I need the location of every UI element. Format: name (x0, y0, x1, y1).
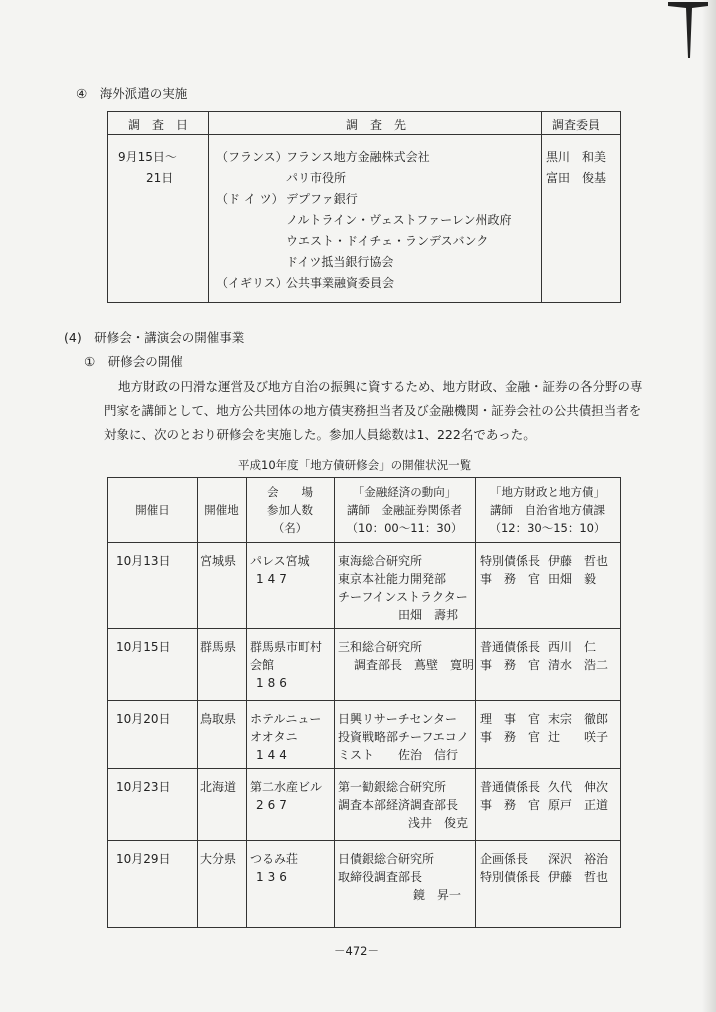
col-divider (334, 478, 335, 927)
row-lecturer2-title: 普通債係長 (480, 640, 541, 654)
header-lecture1-lecturer: 講師 金融証券関係者 (347, 503, 462, 517)
row-place: 宮城県 (200, 554, 237, 568)
header-lecture1-time: （10：00～11：30） (346, 521, 463, 535)
row-lecturer1-line: 第一勧銀総合研究所 (338, 780, 447, 794)
row-lecturer2-name: 清水 浩二 (548, 658, 609, 672)
row-lecturer2-title: 事 務 官 (480, 658, 541, 672)
row-lecturer1-line: 浅井 俊克 (408, 816, 469, 830)
row-lecturer2-name: 伊藤 哲也 (548, 870, 609, 884)
row-divider (108, 840, 620, 841)
row-lecturer2-title: 事 務 官 (480, 798, 541, 812)
row-lecturer1-line: 調査本部経済調査部長 (338, 798, 459, 812)
header-lecture2-title: 「地方財政と地方債」 (490, 485, 605, 499)
row-date: 10月23日 (116, 780, 171, 794)
row-lecturer1-line: 調査部長 蔦壁 寛明 (354, 658, 475, 672)
row-date: 10月29日 (116, 852, 171, 866)
row-lecturer2-title: 特別債係長 (480, 870, 541, 884)
row-lecturer1-line: 東海総合研究所 (338, 554, 423, 568)
row-lecturer2-name: 原戸 正道 (548, 798, 609, 812)
row-lecturer2-title: 事 務 官 (480, 572, 541, 586)
destination-country: （イギリス） (216, 276, 288, 290)
row-divider (108, 542, 620, 543)
dispatch-table (107, 111, 621, 303)
row-lecturer1-line: 投資戦略部チーフエコノ (338, 730, 469, 744)
row-date: 10月13日 (116, 554, 171, 568)
col-divider (475, 478, 476, 927)
row-lecturer2-title: 事 務 官 (480, 730, 541, 744)
header-lecture2-lecturer: 講師 自治省地方債課 (490, 503, 605, 517)
header-count: 参加人数 (267, 503, 313, 517)
header-count-unit: （名） (272, 521, 308, 535)
row-lecturer1-line: 日興リサーチセンター (338, 712, 458, 726)
row-place: 北海道 (200, 780, 237, 794)
header-venue: 会 場 (267, 485, 313, 499)
section4-subheading: ① 研修会の開催 (84, 354, 183, 369)
page-number: －472－ (334, 944, 379, 958)
header-members: 調査委員 (552, 118, 601, 132)
row-venue: 第二水産ビル (250, 780, 323, 794)
col-divider (208, 112, 209, 302)
row-venue: ホテルニューオオタニ (250, 712, 322, 744)
col-divider (541, 112, 542, 302)
col-divider (246, 478, 247, 927)
dispatch-date-line: 21日 (146, 171, 174, 185)
paragraph-line: 地方財政の円滑な運営及び地方自治の振興に資するため、地方財政、金融・証券の各分野の専 (118, 379, 643, 394)
header-place: 開催地 (204, 503, 239, 517)
destination-place: ウエスト・ドイチェ・ランデスバンク (286, 234, 489, 248)
row-lecturer2-name: 末宗 徹郎 (548, 712, 609, 726)
page-edge-shadow (702, 0, 716, 1012)
row-lecturer2-name: 久代 伸次 (548, 780, 609, 794)
row-place: 鳥取県 (200, 712, 237, 726)
row-lecturer1-line: 取締役調査部長 (338, 870, 423, 884)
row-lecturer2-name: 辻 咲子 (548, 730, 609, 744)
destination-place: ドイツ抵当銀行協会 (286, 255, 394, 269)
destination-place: デプファ銀行 (286, 192, 358, 206)
member-name: 黒川 和美 (546, 150, 607, 164)
row-lecturer2-title: 企画係長 (480, 852, 529, 866)
row-divider (108, 700, 620, 701)
header-lecture2-time: （12：30～15：10） (489, 521, 606, 535)
dispatch-heading: ④ 海外派遣の実施 (76, 86, 188, 101)
seminar-table-caption: 平成10年度「地方債研修会」の開催状況一覧 (238, 458, 472, 472)
paragraph-line: 対象に、次のとおり研修会を実施した。参加人員総数は1、222名であった。 (104, 427, 536, 442)
destination-country: （ド イ ツ） (216, 192, 284, 206)
header-date: 調 査 日 (128, 118, 189, 132)
member-name: 富田 俊基 (546, 171, 607, 185)
row-count: 144 (256, 748, 291, 762)
row-count: 267 (256, 798, 291, 812)
row-count: 136 (256, 870, 291, 884)
row-lecturer2-title: 普通債係長 (480, 780, 541, 794)
row-divider (108, 628, 620, 629)
row-date: 10月20日 (116, 712, 171, 726)
header-destination: 調 査 先 (346, 118, 407, 132)
row-divider (108, 768, 620, 769)
row-lecturer2-title: 特別債係長 (480, 554, 541, 568)
row-lecturer1-line: 三和総合研究所 (338, 640, 423, 654)
destination-country: （フランス） (216, 150, 288, 164)
destination-place: パリ市役所 (286, 171, 347, 185)
row-count: 186 (256, 676, 291, 690)
row-lecturer2-title: 理 事 官 (480, 712, 541, 726)
row-lecturer2-name: 伊藤 哲也 (548, 554, 609, 568)
row-place: 群馬県 (200, 640, 237, 654)
destination-place: 公共事業融資委員会 (286, 276, 395, 290)
row-date: 10月15日 (116, 640, 171, 654)
row-lecturer1-line: 鏡 昇一 (413, 888, 462, 902)
row-lecturer2-name: 田畑 毅 (548, 572, 597, 586)
section4-heading: (4) 研修会・講演会の開催事業 (64, 330, 245, 345)
row-lecturer1-line: 東京本社能力開発部 (338, 572, 447, 586)
row-lecturer2-name: 西川 仁 (548, 640, 597, 654)
paragraph-line: 門家を講師として、地方公共団体の地方債実務担当者及び金融機関・証券会社の公共債担当者を (104, 403, 642, 418)
seminar-table (107, 477, 621, 928)
row-lecturer2-name: 深沢 裕治 (548, 852, 609, 866)
row-count: 147 (256, 572, 291, 586)
row-venue: つるみ荘 (250, 852, 299, 866)
row-lecturer1-line: ミスト 佐治 信行 (338, 748, 459, 762)
row-venue: パレス宮城 (250, 554, 310, 568)
corner-binding-mark (668, 0, 708, 60)
header-date: 開催日 (135, 503, 170, 517)
row-lecturer1-line: チーフインストラクター (338, 590, 468, 604)
destination-place: ノルトライン・ヴェストファーレン州政府 (286, 213, 512, 227)
row-place: 大分県 (200, 852, 237, 866)
header-lecture1-title: 「金融経済の動向」 (352, 485, 457, 499)
dispatch-date-line: 9月15日～ (118, 150, 177, 164)
row-lecturer1-line: 田畑 壽邦 (398, 608, 459, 622)
row-venue: 群馬県市町村会館 (250, 640, 323, 672)
col-divider (197, 478, 198, 927)
row-lecturer1-line: 日債銀総合研究所 (338, 852, 435, 866)
destination-place: フランス地方金融株式会社 (286, 150, 430, 164)
